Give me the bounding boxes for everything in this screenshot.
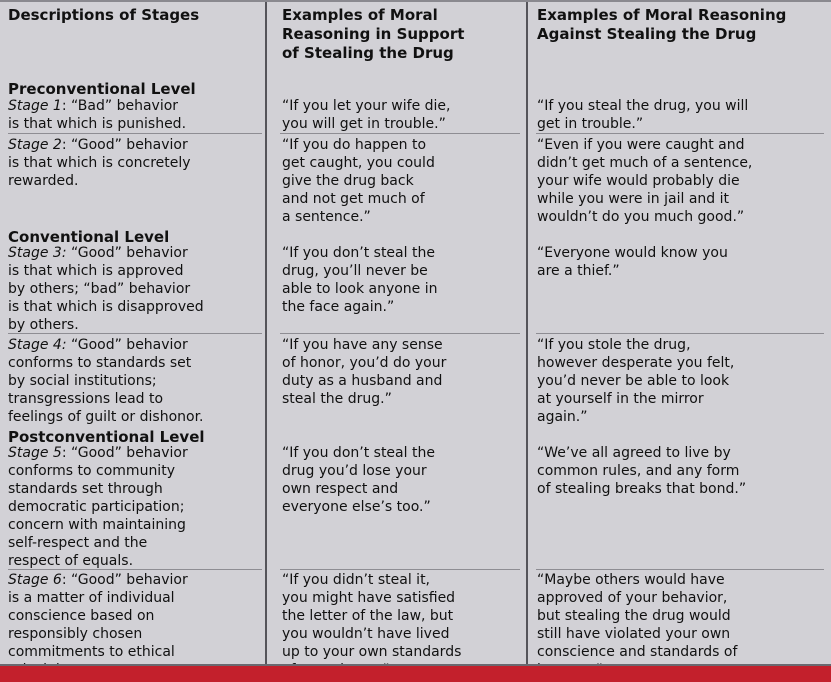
stage-2-support: “If you do happen to get caught, you could give the drug back and not get much of a sentence.” xyxy=(282,137,435,225)
header-descriptions: Descriptions of Stages xyxy=(8,6,200,24)
row-separator xyxy=(280,133,520,134)
stage-3-name: Stage 3: xyxy=(8,245,67,261)
row-separator xyxy=(536,133,824,134)
row-separator xyxy=(8,333,262,334)
stage-2-name: Stage 2 xyxy=(8,137,62,153)
level-postconventional: Postconventional Level xyxy=(8,428,205,446)
stage-1-against: “If you steal the drug, you will get in trouble.” xyxy=(537,98,749,132)
row-separator xyxy=(280,333,520,334)
stage-3-support: “If you don’t steal the drug, you’ll never be able to look anyone in the face again.” xyxy=(282,245,438,315)
stage-5-description: Stage 5: “Good” behavior conforms to community standards set through democratic participation; concern with maintaining self-respect and the respect of equals. xyxy=(8,445,188,569)
row-separator xyxy=(536,569,824,570)
row-separator xyxy=(280,569,520,570)
stage-2-against: “Even if you were caught and didn’t get much of a sentence, your wife would probably die while you were in jail and it wouldn’t do you much good.” xyxy=(537,137,753,225)
stage-3-against: “Everyone would know you are a thief.” xyxy=(537,245,728,279)
level-preconventional: Preconventional Level xyxy=(8,80,196,98)
header-support: Examples of Moral Reasoning in Support of Stealing the Drug xyxy=(282,6,465,62)
footer-color-bar xyxy=(0,666,831,682)
header-against: Examples of Moral Reasoning Against Stealing the Drug xyxy=(537,6,787,43)
column-divider-1 xyxy=(265,2,267,666)
stage-4-name: Stage 4: xyxy=(8,337,67,353)
stage-5-name: Stage 5 xyxy=(8,445,62,461)
stage-1-description: Stage 1: “Bad” behavior is that which is punished. xyxy=(8,98,187,132)
stage-6-against: “Maybe others would have approved of your behavior, but stealing the drug would still have violated your own conscience and standards of xyxy=(537,572,738,660)
stage-6-description: Stage 6: “Good” behavior is a matter of individual conscience based on responsibly chosen commitments to ethical xyxy=(8,572,188,660)
stage-2-description: Stage 2: “Good” behavior is that which is concretely rewarded. xyxy=(8,137,191,189)
stage-6-support: “If you didn’t steal it, you might have satisfied the letter of the law, but you wouldn’t have lived up to your own standards xyxy=(282,572,462,660)
stage-4-against: “If you stole the drug, however desperate you felt, you’d never be able to look at yourself in the mirror again.” xyxy=(537,337,735,425)
top-rule xyxy=(0,0,831,2)
row-separator xyxy=(536,333,824,334)
row-separator xyxy=(8,569,262,570)
row-separator xyxy=(8,133,262,134)
stage-4-support: “If you have any sense of honor, you’d do your duty as a husband and steal the drug.” xyxy=(282,337,447,407)
stage-4-description: Stage 4: “Good” behavior conforms to standards set by social institutions; transgressions lead to feelings of guilt or dishonor. xyxy=(8,337,204,425)
stage-6-name: Stage 6 xyxy=(8,572,62,588)
stage-5-support: “If you don’t steal the drug you’d lose your own respect and everyone else’s too.” xyxy=(282,445,435,515)
level-conventional: Conventional Level xyxy=(8,228,170,246)
stage-1-support: “If you let your wife die, you will get in trouble.” xyxy=(282,98,451,132)
column-divider-2 xyxy=(526,2,528,666)
stage-1-name: Stage 1 xyxy=(8,98,62,114)
stage-3-description: Stage 3: “Good” behavior is that which is approved by others; “bad” behavior is that which is disapproved by others. xyxy=(8,245,204,333)
stage-5-against: “We’ve all agreed to live by common rules, and any form of stealing breaks that bond.” xyxy=(537,445,747,497)
